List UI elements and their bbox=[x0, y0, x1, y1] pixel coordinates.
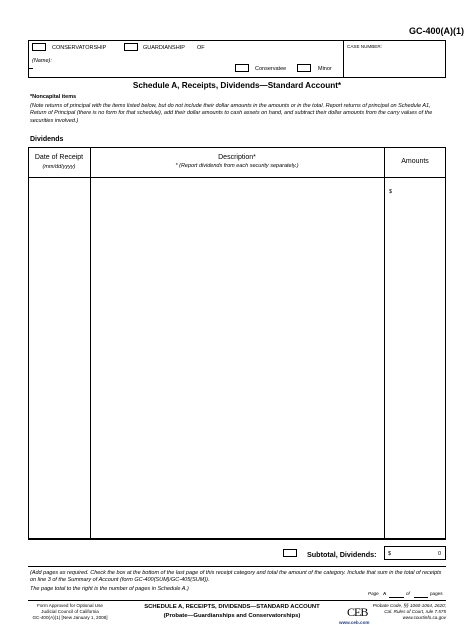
ceb-url[interactable]: www.ceb.com bbox=[339, 620, 370, 625]
subtotal-value: 0 bbox=[438, 551, 442, 557]
case-number-label: CASE NUMBER: bbox=[347, 44, 382, 49]
conservatee-label: Conservatee bbox=[255, 66, 287, 72]
footer-citation: Probate Code, §§ 1060-1064, 2620; Cal. Rules of Court, rule 7.575 www.courtinfo.ca.gov bbox=[372, 603, 446, 620]
date-column-header: Date of Receipt bbox=[34, 154, 84, 161]
pages-label: pages bbox=[430, 591, 443, 596]
description-column-header: Description* bbox=[218, 154, 256, 161]
noncapital-heading: *Noncapital items bbox=[30, 94, 77, 100]
footer-form-subtitle: (Probate—Guardianships and Conservatorships) bbox=[163, 613, 301, 619]
conservatee-checkbox[interactable] bbox=[235, 64, 249, 72]
footer-form-title: SCHEDULE A, RECEIPTS, DIVIDENDS—STANDARD ACCOUNT bbox=[144, 604, 320, 610]
subtotal-last-page-checkbox[interactable] bbox=[283, 549, 297, 557]
noncapital-note: (Note returns of principal with the items listed below, but do not include their dollar amounts in the amounts or in the total. Report returns of principal on Schedule A1, Return of Principal (there is no form for that schedule), add their dollar amounts to cash assets on hand, and subtract their dollar amounts from the carry values of the securities involved.) bbox=[30, 103, 433, 124]
form-approval: Form Approved for Optional Use Judicial Council of California GC-400(A)(1) [New January 1, 2008] bbox=[32, 603, 108, 620]
form-id: GC-400(A)(1) bbox=[408, 26, 464, 36]
amount-dollar-sign: $ bbox=[389, 189, 393, 195]
page-label: Page bbox=[368, 591, 379, 596]
minor-checkbox[interactable] bbox=[297, 64, 311, 72]
page-number: A bbox=[383, 591, 387, 596]
minor-label: Minor bbox=[318, 66, 332, 72]
conservatorship-label: CONSERVATORSHIP bbox=[52, 45, 107, 51]
ceb-logo: CEB bbox=[347, 605, 368, 619]
of-label: OF bbox=[197, 45, 205, 51]
date-column-subheader: (mm/dd/yyyy) bbox=[42, 164, 76, 170]
conservatorship-checkbox[interactable] bbox=[32, 43, 46, 51]
guardianship-label: GUARDIANSHIP bbox=[143, 45, 185, 51]
footer-note: (Add pages as required. Check the box at the bottom of the last page of this receipt category and total the amount of the category. Include that sum in the total of receipts on line 3 of the Summary of Account (form GC-400(SUM)/GC-405(SUM)). bbox=[30, 570, 442, 584]
footer-note-page-total: The page total to the right is the number of pages in Schedule A.) bbox=[30, 586, 189, 592]
guardianship-checkbox[interactable] bbox=[124, 43, 138, 51]
page-of-label: of bbox=[406, 591, 410, 596]
amounts-column-header: Amounts bbox=[401, 158, 429, 165]
page-title: Schedule A, Receipts, Dividends—Standard Account* bbox=[132, 81, 342, 90]
subtotal-dollar-sign: $ bbox=[388, 551, 392, 557]
dividends-heading: Dividends bbox=[30, 136, 64, 143]
subtotal-amount-box bbox=[384, 546, 446, 560]
subtotal-label: Subtotal, Dividends: bbox=[307, 550, 377, 559]
name-label: (Name): bbox=[32, 58, 52, 64]
description-column-subheader: * (Report dividends from each security separately.) bbox=[175, 163, 299, 169]
